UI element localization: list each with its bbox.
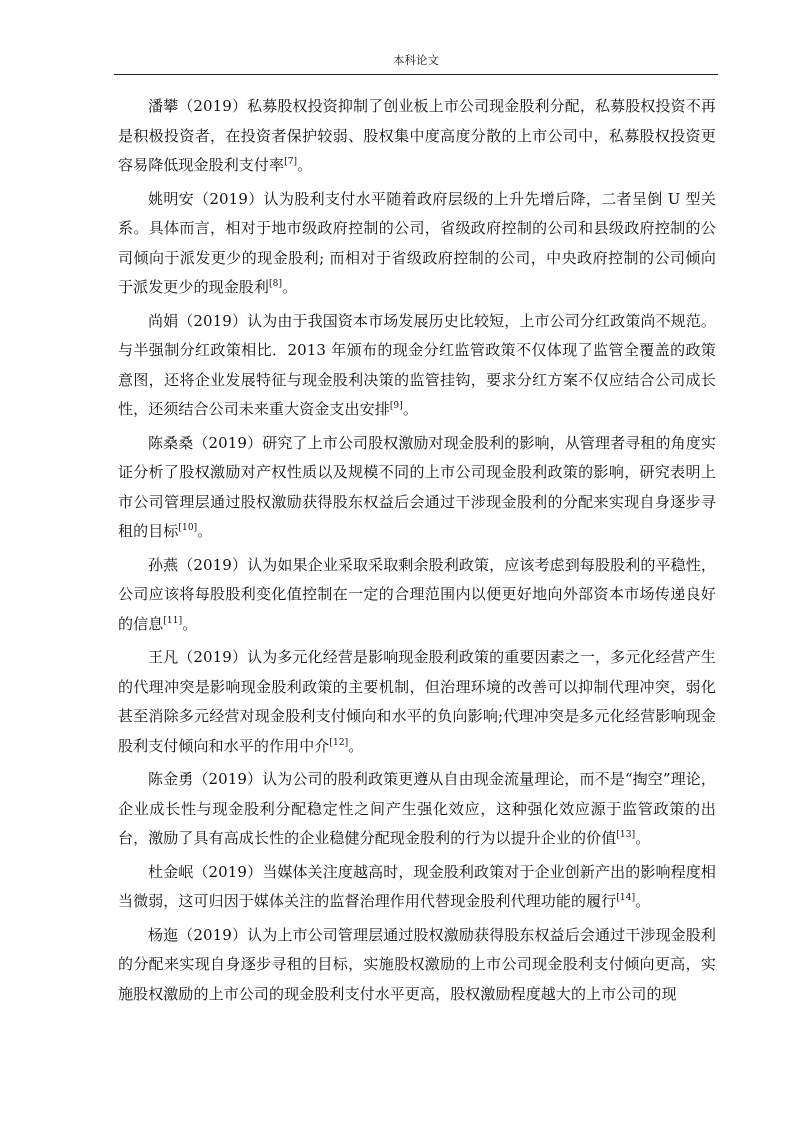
paragraph: 陈金勇（2019）认为公司的股利政策更遵从自由现金流量理论，而不是“掏空”理论，企业成长性与现金股利分配稳定性之间产生强化效应，这种强化效应源于监管政策的出台，激励了具有高成长性的企业稳健分配现金股利的行为以提升企业的价值[13]。: [118, 770, 716, 847]
citation-ref: [10]: [178, 523, 198, 533]
paragraph: 杨迤（2019）认为上市公司管理层通过股权激励获得股东权益后会通过干涉现金股利的分配来实现自身逐步寻租的目标，实施股权激励的上市公司现金股利支付倾向更高，实施股权激励的上市公司的现金股利支付水平更高，股权激励程度越大的上市公司的现: [118, 925, 716, 1003]
citation-ref: [12]: [329, 737, 349, 748]
citation-ref: [14]: [616, 893, 636, 903]
header-title: 本科论文: [393, 53, 439, 67]
paragraph: 姚明安（2019）认为股利支付水平随着政府层级的上升先增后降，二者呈倒 U 型关系。具体而言，相对于地市级政府控制的公司，省级政府控制的公司和县级政府控制的公司倾向于派发更少的现金股利; 而相对于省级政府控制的公司，中央政府控制的公司倾向于派发更少的现金股利[8]。: [118, 189, 716, 296]
citation-ref: [7]: [284, 157, 298, 167]
paragraph: 孙燕（2019）认为如果企业采取采取剩余股利政策，应该考虑到每股股利的平稳性，公司应该将每股股利变化值控制在一定的合理范围内以便更好地向外部资本市场传递良好的信息[11]。: [118, 555, 716, 633]
paragraph: 陈桑桑（2019）研究了上市公司股权激励对现金股利的影响，从管理者寻租的角度实证分析了股权激励对产权性质以及规模不同的上市公司现金股利政策的影响，研究表明上市公司管理层通过股权激励获得股东权益后会通过干涉现金股利的分配来实现自身逐步寻租的目标[10]。: [118, 433, 716, 540]
citation-ref: [11]: [163, 615, 183, 626]
paragraph: 尚娟（2019）认为由于我国资本市场发展历史比较短，上市公司分红政策尚不规范。与半强制分红政策相比．2013 年颁布的现金分红监管政策不仅体现了监管全覆盖的政策意图，还将企业发展特征与现金股利决策的监管挂钩，要求分红方案不仅应结合公司成长性，还须结合公司未来重大资金支出安排[9]。: [118, 311, 716, 418]
citation-ref: [8]: [269, 279, 283, 289]
page-header: [114, 48, 718, 75]
paragraph: 王凡（2019）认为多元化经营是影响现金股利政策的重要因素之一，多元化经营产生的代理冲突是影响现金股利政策的主要机制，但治理环境的改善可以抑制代理冲突，弱化甚至消除多元经营对现金股利支付倾向和水平的负向影响;代理冲突是多元化经营影响现金股利支付倾向和水平的作用中介[12]。: [118, 648, 716, 755]
citation-ref: [9]: [389, 401, 403, 411]
body-text: [118, 92, 716, 1013]
paragraph: 杜金岷（2019）当媒体关注度越高时，现金股利政策对于企业创新产出的影响程度相当微弱，这可归因于媒体关注的监督治理作用代替现金股利代理功能的履行[14]。: [118, 862, 716, 910]
paragraph: 潘攀（2019）私募股权投资抑制了创业板上市公司现金股利分配，私募股权投资不再是积极投资者，在投资者保护较弱、股权集中度高度分散的上市公司中，私募股权投资更容易降低现金股利支付率[7]。: [118, 97, 716, 174]
citation-ref: [13]: [616, 830, 636, 840]
